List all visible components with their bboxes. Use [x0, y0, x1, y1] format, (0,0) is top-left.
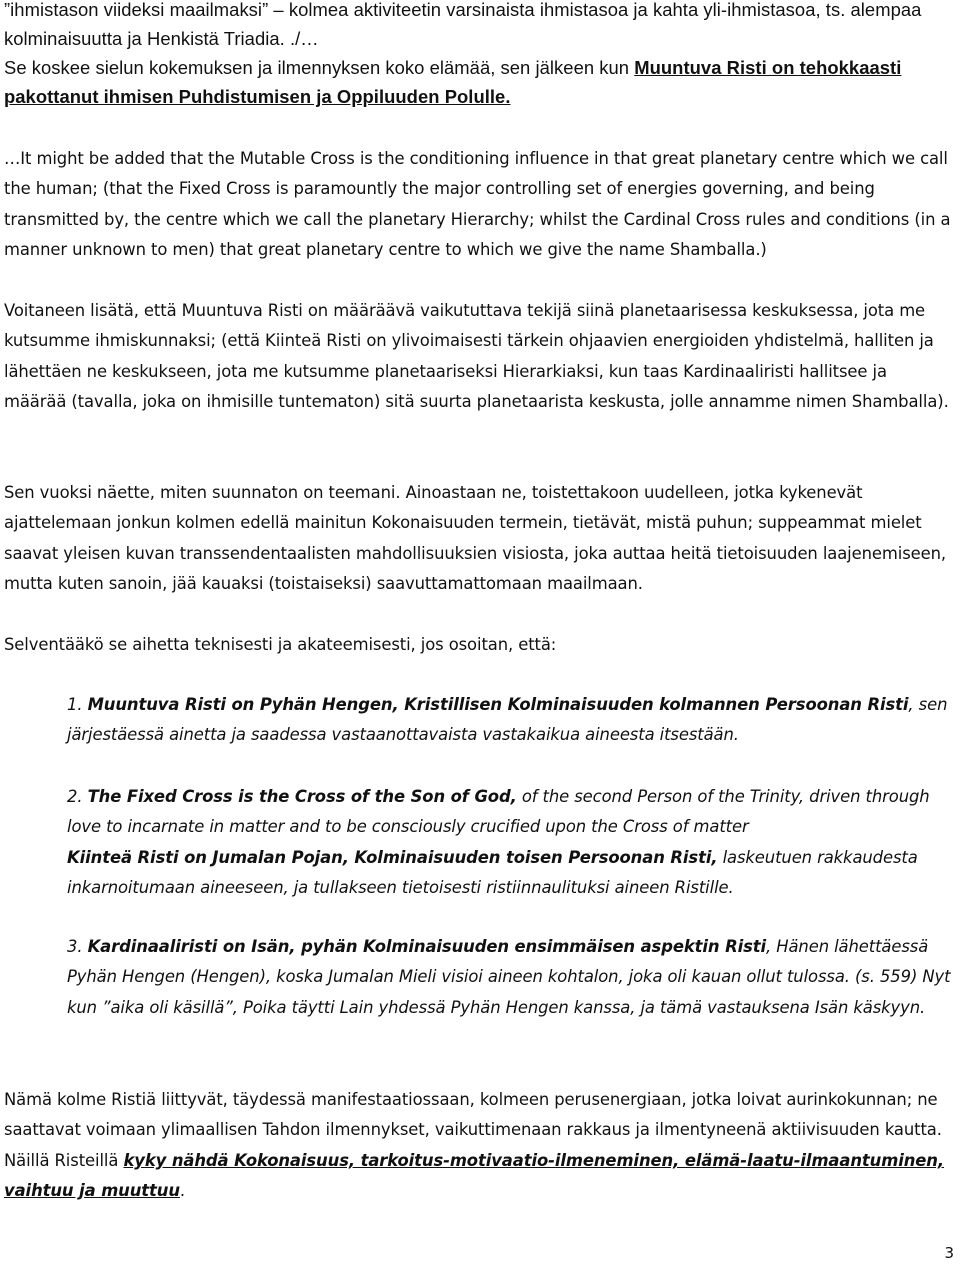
- final-paragraph: [4, 1085, 954, 1207]
- intro-paragraph: [4, 0, 954, 111]
- list-item-text: , Hänen lähettäessä Pyhän Hengen (Hengen), koska Jumalan Mieli visioi aineen kohtalon, joka oli kauan ollut tulossa. (s. 559) Nyt kun ”aika oli käsillä”, Poika täytti Lain yhdessä Pyhän Hengen kanssa, ja tämä vastauksena Isän käskyyn.: [67, 937, 951, 1017]
- list-number: 3.: [67, 937, 83, 956]
- intro-emphasis: Muuntuva Risti on tehokkaasti pakottanut ihmisen Puhdistumisen ja Oppiluuden Polulle.: [4, 57, 902, 107]
- quote-english: …It might be added that the Mutable Cross is the conditioning influence in that great planetary centre which we call the human; (that the Fixed Cross is paramountly the major controlling set of energies governing, and being transmitted by, the centre which we call the planetary Hierarchy; whilst the Cardinal Cross rules and conditions (in a manner unknown to men) that great planetary centre to which we give the name Shamballa.): [4, 149, 951, 260]
- list-item-bold: The Fixed Cross is the Cross of the Son of God,: [87, 787, 517, 806]
- paragraph-question: Selventääkö se aihetta teknisesti ja akateemisesti, jos osoitan, että:: [4, 635, 557, 654]
- intro-text-2: Se koskee sielun kokemuksen ja ilmennyksen koko elämää, sen jälkeen kun: [4, 57, 635, 78]
- page-number: 3: [944, 1244, 954, 1262]
- list-item-bold: Muuntuva Risti on Pyhän Hengen, Kristillisen Kolminaisuuden kolmannen Persoonan Risti: [87, 695, 909, 714]
- list-item-text: , sen järjestäessä ainetta ja saadessa vastaanottavaista vastakaikua aineesta itsestään.: [67, 695, 948, 745]
- list-item-bold: Kardinaaliristi on Isän, pyhän Kolminaisuuden ensimmäisen aspektin Risti: [87, 937, 767, 956]
- list-item-text: of the second Person of the Trinity, driven through love to incarnate in matter and to be consciously crucified upon the Cross of matter: [67, 787, 930, 837]
- list-number: 1.: [67, 695, 83, 714]
- final-text: Nämä kolme Ristiä liittyvät, täydessä manifestaatiossaan, kolmeen perusenergiaan, jotka loivat aurinkokunnan; ne saattavat voimaan ylimaallisen Tahdon ilmennykset, vaikuttimenaan rakkaus ja ilmentyneenä aktiivisuuden kautta. Näillä Risteillä: [4, 1090, 942, 1170]
- final-end: .: [179, 1181, 186, 1201]
- final-emphasis: kyky nähdä Kokonaisuus, tarkoitus-motivaatio-ilmeneminen, elämä-laatu-ilmaantuminen, vaihtuu ja muuttuu: [4, 1150, 945, 1201]
- list-item-2: [67, 782, 954, 904]
- list-item-3: [67, 932, 954, 1023]
- list-item-text-fi: laskeutuen rakkaudesta inkarnoitumaan aineeseen, ja tullakseen tietoisesti ristiinnaulituksi aineen Ristille.: [67, 847, 918, 898]
- list-item-bold-fi: Kiinteä Risti on Jumalan Pojan, Kolminaisuuden toisen Persoonan Risti,: [67, 847, 718, 867]
- list-number: 2.: [67, 787, 83, 806]
- list-item-1: [67, 690, 954, 751]
- quote-finnish: Voitaneen lisätä, että Muuntuva Risti on määräävä vaikututtava tekijä siinä planetaarisessa keskuksessa, jota me kutsumme ihmiskunnaksi; (että Kiinteä Risti on ylivoimaisesti tärkein ohjaavien energioiden yhdistelmä, halliten ja lähettäen ne keskukseen, jota me kutsumme planetaariseksi Hierarkiaksi, kun taas Kardinaaliristi hallitsee ja määrää (tavalla, joka on ihmisille tuntematon) sitä suurta planetaarista keskusta, jolle annamme nimen Shamballa).: [4, 301, 949, 412]
- intro-text: ”ihmistason viideksi maailmaksi” – kolmea aktiviteetin varsinaista ihmistasoa ja kahta yli-ihmistasoa, ts. alempaa kolminaisuutta ja Henkistä Triadia. ./…: [4, 0, 922, 49]
- paragraph-vuoksi: Sen vuoksi näette, miten suunnaton on teemani. Ainoastaan ne, toistettakoon uudelleen, jotka kykenevät ajattelemaan jonkun kolmen edellä mainitun Kokonaisuuden termein, tietävät, mistä puhun; suppeammat mielet saavat yleisen kuvan transsendentaalisten mahdollisuuksien visiosta, joka auttaa heitä tietoisuuden laajenemiseen, mutta kuten sanoin, jää kauaksi (toistaiseksi) saavuttamattomaan maailmaan.: [4, 483, 947, 594]
